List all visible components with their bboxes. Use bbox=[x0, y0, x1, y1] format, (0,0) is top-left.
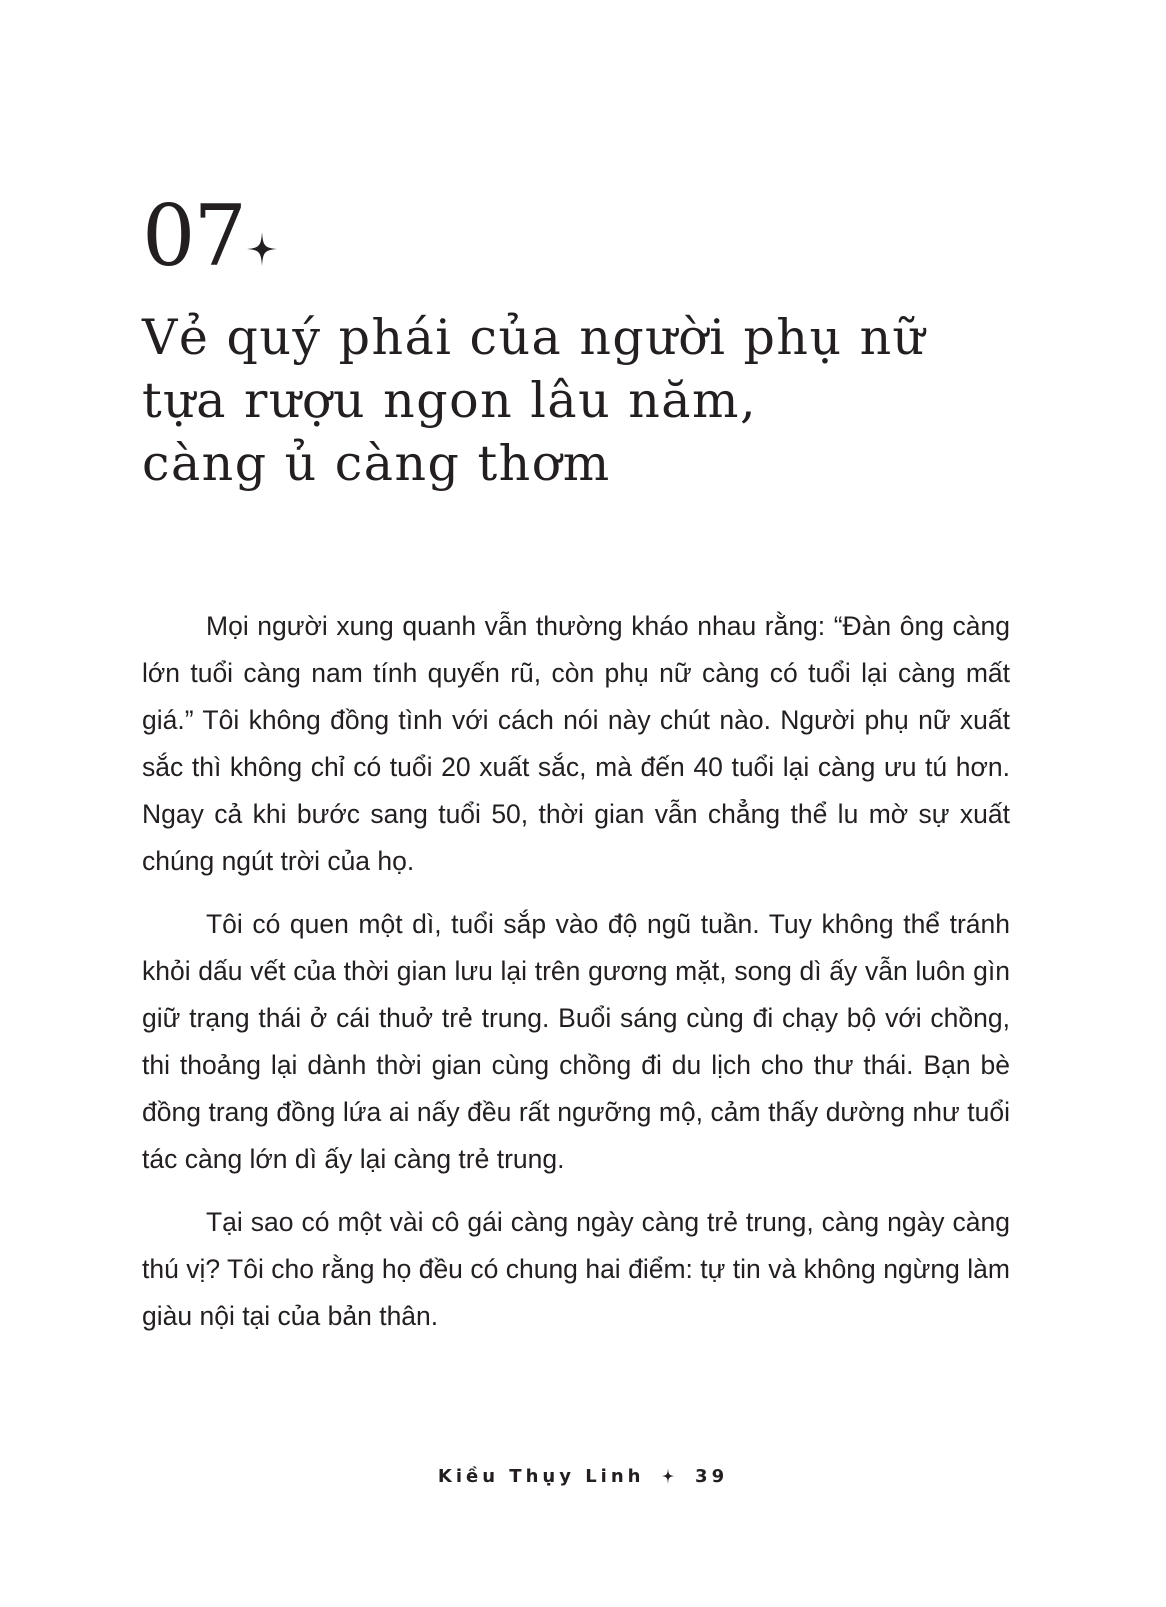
four-point-star-icon bbox=[247, 232, 277, 266]
page-footer bbox=[0, 1466, 1166, 1487]
paragraph: Mọi người xung quanh vẫn thường kháo nhau rằng: “Đàn ông càng lớn tuổi càng nam tính quyến rũ, còn phụ nữ càng có tuổi lại càng mất giá.” Tôi không đồng tình với cách nói này chút nào. Người phụ nữ xuất sắc thì không chỉ có tuổi 20 xuất sắc, mà đến 40 tuổi lại càng ưu tú hơn. Ngay cả khi bước sang tuổi 50, thời gian vẫn chẳng thể lu mờ sự xuất chúng ngút trời của họ. bbox=[142, 611, 1010, 876]
chapter-title-line: Vẻ quý phái của người phụ nữ bbox=[142, 309, 926, 366]
chapter-title-line: tựa rượu ngon lâu năm, bbox=[142, 372, 758, 429]
footer-author: Kiều Thụy Linh bbox=[437, 1466, 645, 1487]
chapter-title-line: càng ủ càng thơm bbox=[142, 435, 611, 492]
paragraph: Tại sao có một vài cô gái càng ngày càng trẻ trung, càng ngày càng thú vị? Tôi cho rằng họ đều có chung hai điểm: tự tin và không ngừng làm giàu nội tại của bản thân. bbox=[142, 1207, 1010, 1331]
paragraph: Tôi có quen một dì, tuổi sắp vào độ ngũ tuần. Tuy không thể tránh khỏi dấu vết của thời gian lưu lại trên gương mặt, song dì ấy vẫn luôn gìn giữ trạng thái ở cái thuở trẻ trung. Buổi sáng cùng đi chạy bộ với chồng, thi thoảng lại dành thời gian cùng chồng đi du lịch cho thư thái. Bạn bè đồng trang đồng lứa ai nấy đều rất ngưỡng mộ, cảm thấy dường như tuổi tác càng lớn dì ấy lại càng trẻ trung. bbox=[142, 909, 1010, 1174]
chapter-title bbox=[142, 306, 1042, 495]
body-text bbox=[142, 603, 1010, 1356]
chapter-number bbox=[142, 178, 277, 285]
four-point-star-icon bbox=[661, 1468, 675, 1484]
page-number: 39 bbox=[695, 1466, 729, 1487]
chapter-number-text: 07 bbox=[142, 187, 245, 285]
